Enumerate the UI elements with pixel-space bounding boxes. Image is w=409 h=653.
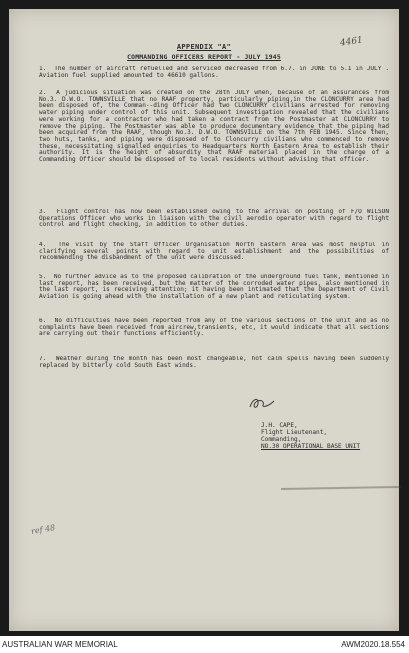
handwritten-signature xyxy=(247,395,277,411)
paragraph-number: 7. xyxy=(39,356,47,362)
paragraph-number: 6. xyxy=(39,318,47,324)
paragraph-number: 2. xyxy=(39,90,47,96)
paragraph-3 xyxy=(39,209,389,229)
report-title: COMMANDING OFFICERS REPORT - JULY 1945 xyxy=(127,53,281,61)
paragraph-text: Weather during the month has been most changeable, hot calm spells having been suddenly replaced by bitterly cold South East winds. xyxy=(39,356,389,369)
paragraph-7 xyxy=(39,356,389,369)
paragraph-text: Flight control has now been established owing to the arrival on posting of F/O WILSON Operations Officer who works in liaison with the civil aerodio operator with regard to flight control and flight checking, in addition to other duties. xyxy=(39,209,389,229)
handwritten-margin-note: ref 48 xyxy=(30,522,56,537)
paragraph-5 xyxy=(39,274,389,301)
paragraph-text: No further advice as to the proposed calibration of the underground fuel tank, mentioned in last report, has been received, but the matter of the corroded water pipes, also mentioned in the last report, is receiving attention; it having been intimated that the Department of Civil Aviation is going ahead with the installation of a new plant and reticulating system. xyxy=(39,274,389,301)
paragraph-text: The visit by the Staff Officer Organisation North Eastern Area was most helpful in clarifying several points with regard to unit establishment and the possibilities of recommending the disbandment of the unit were discussed. xyxy=(39,242,389,262)
paragraph-text: The number of aircraft refuelled and serviced decreased from 6.7. in JUNE to 5.1 in JULY . Aviation fuel supplied amounted to 46610 gallons. xyxy=(39,66,389,79)
paragraph-number: 5. xyxy=(39,274,47,280)
paragraph-text: A judicious situation was created on the 28th JULY when, because of an assurances from No.3. D.W.O. TOWNSVILLE that no RAAF property, particularly piping,in the CLONCURRY area had been disposed of, the Comman--ding Officer had two CLONCURRY civilians arrested for removing water piping under control of this unit. Subsequent investigation revealed that the civilians were working for a contractor who had taken a contract from the Postmaster at CLONCURRY to remove the piping. The Postmaster was able to produce documentary evidence that the piping had been acquired from the RAAF, though No.3. D.W.O. TOWNSVILLE on the 7th FEB 1945. Since then, two huts, tanks, and piping were disposed of to Cloncurry civilians who commenced to remove these, necessitating signalled enquiries to Headquarters North Eastern Area to establish their authority. It is the height of absurdity that RAAF material placed in the charge of a Commanding Officer should be disposed of to local residents without advising that officer. xyxy=(39,90,389,164)
archive-caption: AUSTRALIAN WAR MEMORIAL xyxy=(2,640,118,649)
signatory-unit: NO.30 OPERATIONAL BASE UNIT xyxy=(261,443,361,450)
paragraph-number: 1. xyxy=(39,66,47,72)
archive-accession-number: AWM2020.18.554 xyxy=(341,640,405,649)
paragraph-number: 3. xyxy=(39,209,47,215)
paragraph-6 xyxy=(39,318,389,338)
signatory-name: J.H. CAPE, xyxy=(261,422,298,429)
paragraph-4 xyxy=(39,242,389,262)
paragraph-1 xyxy=(39,66,389,79)
signatory-role: Commanding, xyxy=(261,436,302,443)
appendix-heading: APPENDIX "A" xyxy=(176,43,232,51)
signature-block xyxy=(261,422,360,450)
paragraph-2 xyxy=(39,90,389,204)
document-page xyxy=(9,9,399,631)
signatory-rank: Flight Lieutenant, xyxy=(261,429,328,436)
handwritten-reference: 4461 xyxy=(339,35,364,49)
paragraph-number: 4. xyxy=(39,242,47,248)
fold-crease xyxy=(281,486,401,490)
paragraph-text: No difficulties have been reported from any of the various sections of the unit and as no complaints have been received from aircrew,transients, etc, it would indicate that all sections are carrying out their functions efficiently. xyxy=(39,318,389,338)
